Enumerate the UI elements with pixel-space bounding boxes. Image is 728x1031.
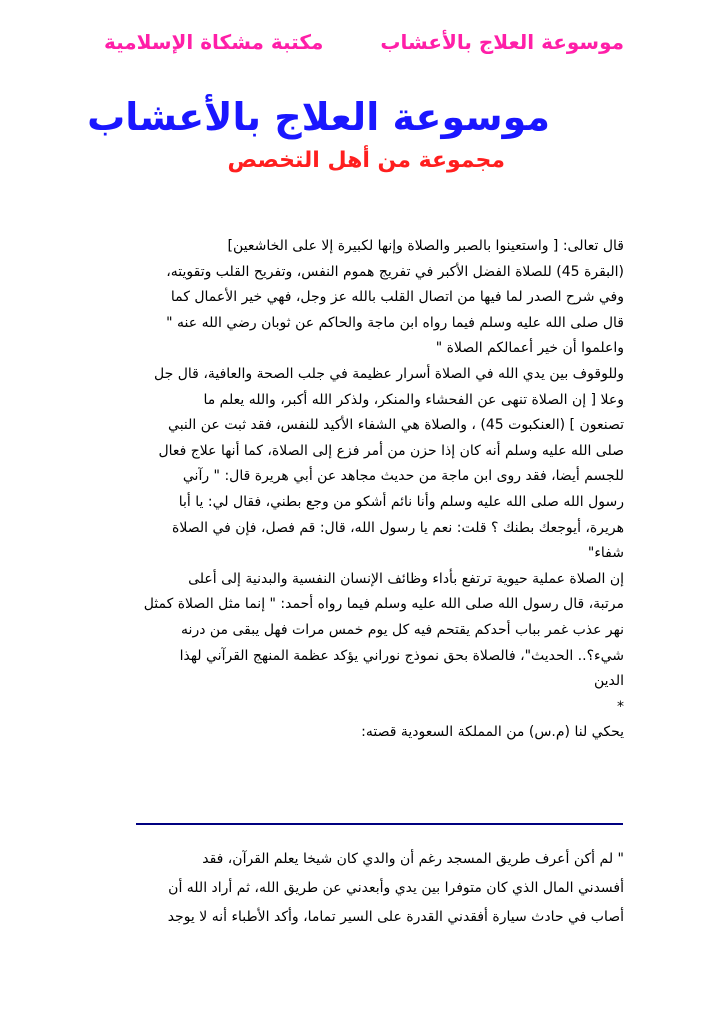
text-line: (البقرة 45) للصلاة الفضل الأكبر في تفريج هموم النفس، وتفريح القلب وتقويته، — [166, 263, 624, 280]
horizontal-rule — [136, 823, 623, 825]
text-line: شيء؟.. الحديث"، فالصلاة بحق نموذج نوراني يؤكد عظمة المنهج القرآني لهذا — [179, 647, 624, 664]
text-line: قال تعالى: [ واستعينوا بالصبر والصلاة وإنها لكبيرة إلا على الخاشعين] — [227, 238, 624, 254]
page-title: موسوعة العلاج بالأعشاب — [87, 95, 550, 139]
text-line: للجسم أيضا، فقد روى ابن ماجة من حديث مجاهد عن أبي هريرة قال: " رآني — [182, 468, 624, 485]
text-line: إن الصلاة عملية حيوية ترتفع بأداء وظائف الإنسان النفسية والبدنية إلى أعلى — [188, 570, 624, 587]
text-line: يحكي لنا (م.س) من المملكة السعودية قصته: — [361, 724, 624, 741]
text-line: واعلموا أن خير أعمالكم الصلاة " — [435, 340, 624, 357]
text-line: مرتبة، قال رسول الله صلى الله عليه وسلم فيما رواه أحمد: " إنما مثل الصلاة كمثل — [143, 596, 624, 613]
text-line: قال صلى الله عليه وسلم فيما رواه ابن ماجة والحاكم عن ثوبان رضي الله عنه " — [166, 314, 624, 331]
story-text — [104, 845, 624, 932]
running-header — [104, 28, 624, 56]
text-line: شفاء" — [587, 545, 624, 562]
section-separator-asterisk: * — [617, 698, 624, 715]
text-line: وعلا [ إن الصلاة تنهى عن الفحشاء والمنكر، ولذكر الله أكبر، والله يعلم ما — [203, 391, 624, 408]
text-line: أصاب في حادث سيارة أفقدني القدرة على السير تماما، وأكد الأطباء أنه لا يوجد — [167, 909, 624, 925]
body-text — [104, 234, 624, 746]
header-library-name: مكتبة مشكاة الإسلامية — [104, 30, 324, 54]
text-line: أفسدني المال الذي كان متوفرا بين يدي وأبعدني عن طريق الله، ثم أراد الله أن — [168, 880, 624, 896]
page-subtitle: مجموعة من أهل التخصص — [227, 148, 505, 173]
text-line: هريرة، أيوجعك بطنك ؟ قلت: نعم يا رسول الله، قال: قم فصل، فإن في الصلاة — [172, 519, 624, 536]
text-line: الدين — [593, 673, 624, 690]
text-line: تصنعون ] (العنكبوت 45) ، والصلاة هي الشفاء الأكيد للنفس، فقد ثبت عن النبي — [168, 417, 624, 434]
text-line: وللوقوف بين يدي الله في الصلاة أسرار عظيمة في جلب الصحة والعافية، قال جل — [154, 365, 624, 382]
text-line: نهر عذب غمر بباب أحدكم يقتحم فيه كل يوم خمس مرات فهل يبقى من درنه — [181, 621, 624, 638]
text-line: " لم أكن أعرف طريق المسجد رغم أن والدي كان شيخا يعلم القرآن، فقد — [202, 851, 624, 867]
text-line: صلى الله عليه وسلم أنه كان إذا حزن من أمر فزع إلى الصلاة، كما أنها علاج فعال — [158, 442, 624, 459]
header-book-title: موسوعة العلاج بالأعشاب — [380, 30, 624, 54]
text-line: رسول الله صلى الله عليه وسلم وأنا نائم أشكو من وجع بطني، فقال لي: يا أبا — [178, 493, 624, 510]
text-line: وفي شرح الصدر لما فيها من اتصال القلب بالله عز وجل، فهي خير الأعمال كما — [170, 289, 624, 306]
